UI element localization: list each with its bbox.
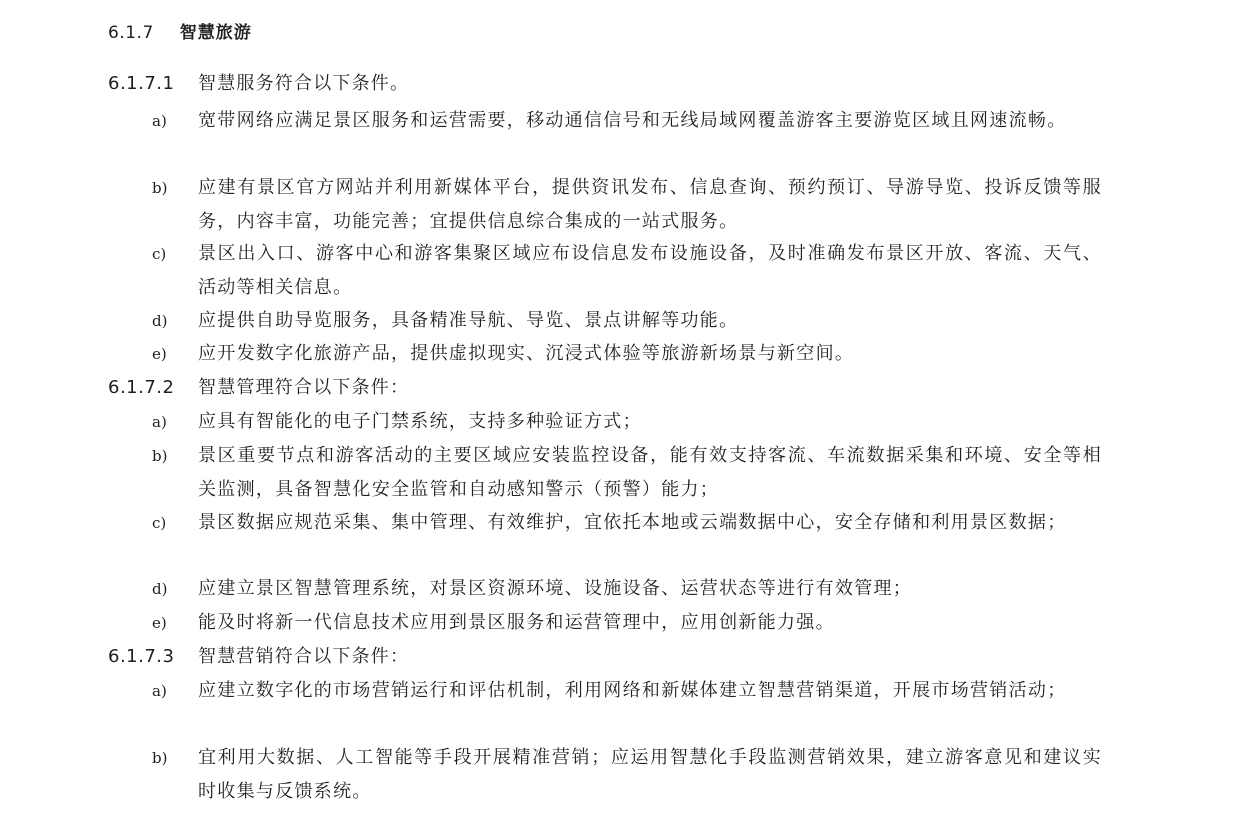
item-text: 景区重要节点和游客活动的主要区域应安装监控设备，能有效支持客流、车流数据采集和环境、安全等相关监测，具备智慧化安全监管和自动感知警示（预警）能力； (198, 445, 1102, 500)
item-text: 应建立数字化的市场营销运行和评估机制，利用网络和新媒体建立智慧营销渠道，开展市场营销活动； (198, 680, 1067, 701)
list-item (152, 674, 1102, 708)
item-marker: e) (152, 345, 167, 363)
clause-number: 6.1.7.3 (108, 646, 175, 667)
list-item (152, 171, 1102, 239)
item-marker: b) (152, 749, 168, 767)
item-marker: d) (152, 580, 168, 598)
list-item (152, 741, 1102, 809)
item-marker: e) (152, 614, 167, 632)
clause-6-1-7-2 (108, 376, 409, 400)
list-item (152, 237, 1102, 305)
item-text: 应具有智能化的电子门禁系统，支持多种验证方式； (198, 411, 642, 432)
item-text: 应开发数字化旅游产品，提供虚拟现实、沉浸式体验等旅游新场景与新空间。 (198, 343, 855, 364)
item-text: 应建立景区智慧管理系统，对景区资源环境、设施设备、运营状态等进行有效管理； (198, 578, 913, 599)
list-item (152, 405, 1102, 439)
clause-text: 智慧管理符合以下条件： (198, 377, 410, 398)
clause-number: 6.1.7.2 (108, 377, 175, 398)
item-marker: b) (152, 447, 168, 465)
item-text: 能及时将新一代信息技术应用到景区服务和运营管理中，应用创新能力强。 (198, 612, 835, 633)
item-marker: c) (152, 245, 167, 263)
item-marker: a) (152, 413, 167, 431)
list-item (152, 337, 1102, 371)
item-marker: c) (152, 514, 167, 532)
item-marker: d) (152, 312, 168, 330)
section-heading (108, 21, 252, 45)
list-item (152, 606, 1102, 640)
clause-text: 智慧服务符合以下条件。 (198, 73, 410, 94)
clause-text: 智慧营销符合以下条件： (198, 646, 410, 667)
list-item (152, 572, 1102, 606)
item-text: 宽带网络应满足景区服务和运营需要，移动通信信号和无线局域网覆盖游客主要游览区域且网速流畅。 (198, 110, 1067, 131)
item-text: 应建有景区官方网站并利用新媒体平台，提供资讯发布、信息查询、预约预订、导游导览、投诉反馈等服务，内容丰富，功能完善；宜提供信息综合集成的一站式服务。 (198, 177, 1102, 232)
clause-6-1-7-1 (108, 72, 409, 96)
list-item (152, 104, 1102, 138)
section-title: 智慧旅游 (179, 23, 252, 43)
item-text: 景区数据应规范采集、集中管理、有效维护，宜依托本地或云端数据中心，安全存储和利用景区数据； (198, 512, 1067, 533)
item-marker: a) (152, 682, 167, 700)
item-text: 应提供自助导览服务，具备精准导航、导览、景点讲解等功能。 (198, 310, 739, 331)
clause-6-1-7-3 (108, 645, 409, 669)
item-marker: a) (152, 112, 167, 130)
list-item (152, 506, 1102, 540)
item-text: 宜利用大数据、人工智能等手段开展精准营销；应运用智慧化手段监测营销效果，建立游客意见和建议实时收集与反馈系统。 (198, 747, 1102, 802)
clause-number: 6.1.7.1 (108, 73, 175, 94)
item-marker: b) (152, 179, 168, 197)
list-item (152, 304, 1102, 338)
section-number: 6.1.7 (108, 23, 154, 43)
list-item (152, 439, 1102, 507)
item-text: 景区出入口、游客中心和游客集聚区域应布设信息发布设施设备，及时准确发布景区开放、客流、天气、活动等相关信息。 (198, 243, 1102, 298)
